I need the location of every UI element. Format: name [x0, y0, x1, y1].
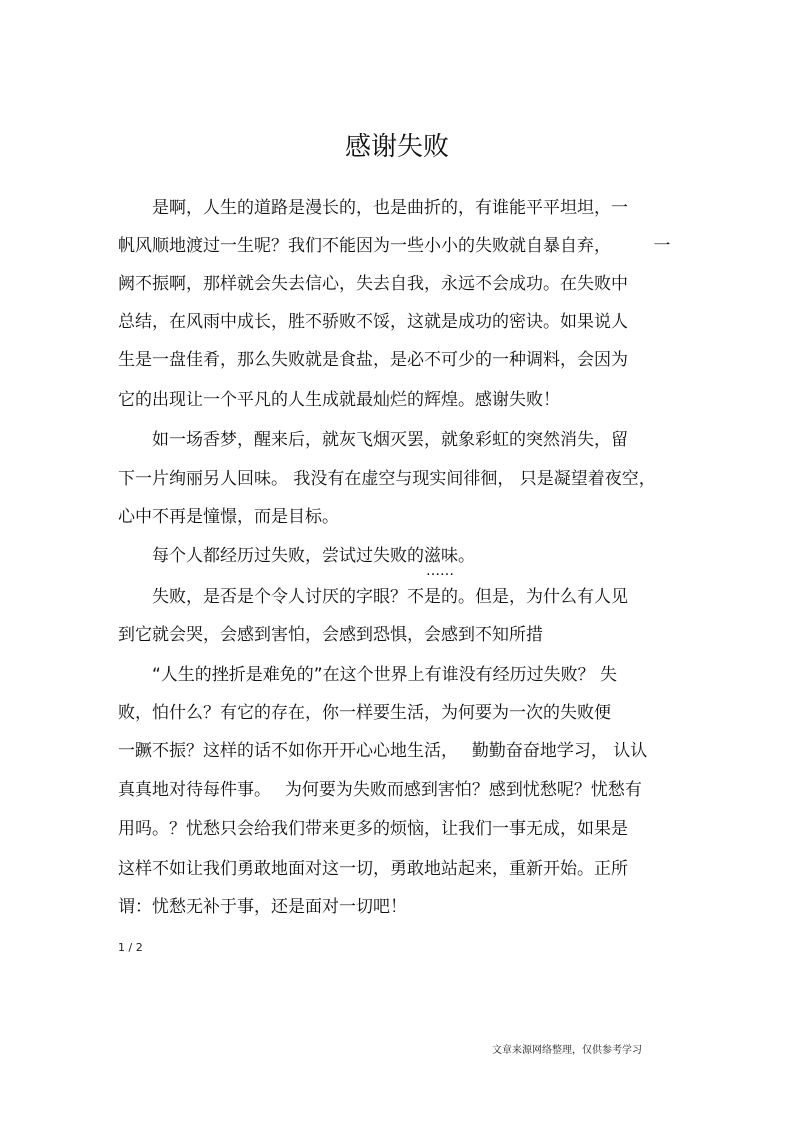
body-line: 心中不再是憧憬，而是目标。 — [118, 507, 339, 527]
body-line: 真真地对待每件事。 为何要为失败而感到害怕？感到忧愁呢？忧愁有 — [118, 780, 642, 800]
body-line: 败，怕什么？有它的存在，你一样要生活，为何要为一次的失败便 — [118, 703, 611, 723]
body-line: 如一场香梦，醒来后，就灰飞烟灭罢，就象彩虹的突然消失，留 — [118, 430, 628, 450]
body-line: 生是一盘佳肴，那么失败就是食盐，是必不可少的一种调料，会因为 — [118, 350, 628, 370]
body-line: 一蹶不振？这样的话不如你开开心心地生活， 勤勤奋奋地学习， 认认 — [118, 741, 648, 761]
body-line: 下一片绚丽另人回味。 我没有在虚空与现实间徘徊， 只是凝望着夜空， — [118, 469, 656, 489]
body-line: 这样不如让我们勇敢地面对这一切，勇敢地站起来，重新开始。正所 — [118, 859, 628, 879]
body-line: 总结，在风雨中成长，胜不骄败不馁，这就是成功的密诀。如果说人 — [118, 312, 628, 332]
body-line: 是啊，人生的道路是漫长的，也是曲折的，有谁能平平坦坦，一 — [118, 198, 628, 218]
body-line: 失败，是否是个令人讨厌的字眼？不是的。但是，为什么有人见 — [118, 587, 628, 607]
body-line: 每个人都经历过失败，尝试过失败的滋味。 — [118, 546, 475, 566]
footer-note: 文章来源网络整理，仅供参考学习 — [492, 1045, 642, 1056]
page-title: 感谢失败 — [344, 132, 449, 162]
body-line: 帆风顺地渡过一生呢？我们不能因为一些小小的失败就自暴自弃， 一 — [118, 236, 671, 256]
body-line: 它的出现让一个平凡的人生成就最灿烂的辉煌。感谢失败！ — [118, 390, 560, 410]
ellipsis-line: …… — [118, 563, 454, 579]
page-number: 1 / 2 — [118, 941, 143, 954]
body-line: 到它就会哭，会感到害怕，会感到恐惧，会感到不知所措 — [118, 625, 543, 645]
body-line: “人生的挫折是难免的”在这个世界上有谁没有经历过失败？ 失 — [118, 665, 618, 685]
body-line: 用吗。？忧愁只会给我们带来更多的烦恼，让我们一事无成，如果是 — [118, 819, 628, 839]
body-line: 谓：忧愁无补于事，还是面对一切吧！ — [118, 897, 407, 917]
body-line: 阙不振啊，那样就会失去信心，失去自我，永远不会成功。在失败中 — [118, 274, 628, 294]
